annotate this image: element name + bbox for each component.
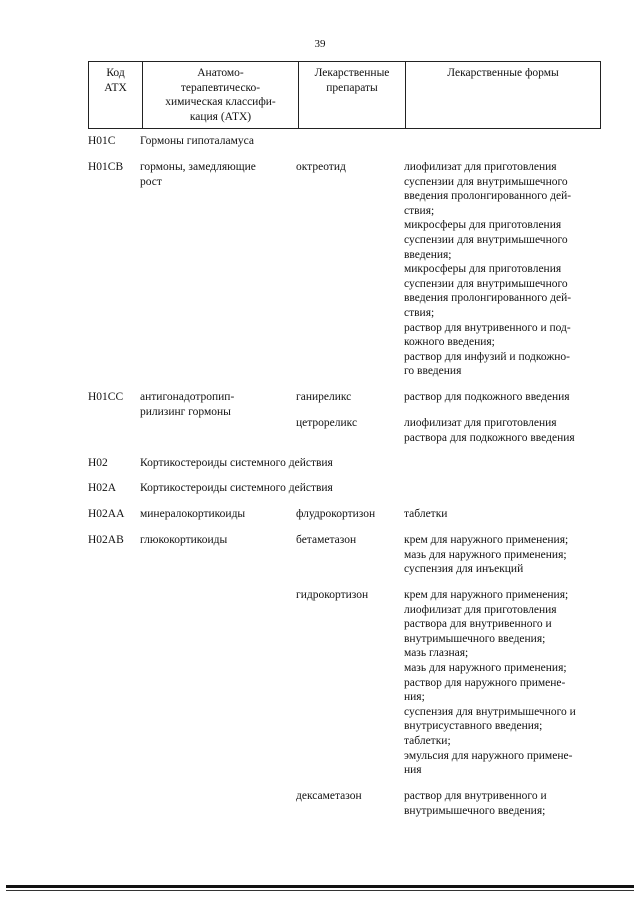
dosage-forms: лиофилизат для приготовления раствора для подкожного введения bbox=[404, 417, 575, 444]
drug-name: цетрореликс bbox=[296, 417, 358, 429]
atx-code: H02A bbox=[88, 482, 117, 494]
drug-name: дексаметазон bbox=[296, 790, 362, 802]
drug-name: флудрокортизон bbox=[296, 508, 376, 520]
header-code: Код АТХ bbox=[89, 62, 143, 129]
atx-code: H02AB bbox=[88, 534, 124, 546]
header-drugs: Лекарственные препараты bbox=[299, 62, 406, 129]
header-classification: Анатомо- терапевтическо- химическая классифи- кация (АТХ) bbox=[143, 62, 299, 129]
drug-name: ганиреликс bbox=[296, 391, 352, 403]
atx-classification: гормоны, замедляющие рост bbox=[140, 161, 256, 188]
bottom-rule bbox=[6, 885, 634, 888]
drug-name: октреотид bbox=[296, 161, 346, 173]
dosage-forms: крем для наружного применения; мазь для наружного применения; суспензия для инъекций bbox=[404, 534, 569, 576]
atx-code: H01C bbox=[88, 135, 116, 147]
dosage-forms: таблетки bbox=[404, 508, 448, 520]
dosage-forms: лиофилизат для приготовления суспензии для внутримышечного введения пролонгированного дей- ствия; микросферы для приготовления суспензии для внутримышечного введения; микросферы для приготовления суспензии для внутримышечного введения пролонгированного дей- ствия; раствор для внутривенного и под- кожного введения; раствор для инфузий и подкожно- го введения bbox=[404, 161, 572, 378]
atx-code: H02AA bbox=[88, 508, 125, 520]
atx-code: H02 bbox=[88, 457, 108, 469]
dosage-forms: крем для наружного применения; лиофилизат для приготовления раствора для внутривенного и внутримышечного введения; мазь глазная; мазь для наружного применения; раствор для наружного примене- ния; суспензия для внутримышечного и внутрисуставного введения; таблетки; эмульсия для наружного примене- ния bbox=[404, 589, 576, 777]
drug-name: бетаметазон bbox=[296, 534, 357, 546]
header-forms: Лекарственные формы bbox=[406, 62, 601, 129]
atx-code: H01CB bbox=[88, 161, 124, 173]
drug-name: гидрокортизон bbox=[296, 589, 369, 601]
dosage-forms: раствор для подкожного введения bbox=[404, 391, 570, 403]
atx-classification: Кортикостероиды системного действия bbox=[140, 482, 333, 494]
atx-classification: глюкокортикоиды bbox=[140, 534, 228, 546]
table-header bbox=[88, 61, 601, 129]
page-number: 39 bbox=[314, 38, 326, 50]
atx-classification: Гормоны гипоталамуса bbox=[140, 135, 254, 147]
dosage-forms: раствор для внутривенного и внутримышечного введения; bbox=[404, 790, 547, 817]
atx-classification: Кортикостероиды системного действия bbox=[140, 457, 333, 469]
bottom-rule-thin bbox=[6, 890, 634, 891]
atx-classification: антигонадотропип- рилизинг гормоны bbox=[140, 391, 235, 418]
atx-classification: минералокортикоиды bbox=[140, 508, 246, 520]
atx-code: H01CC bbox=[88, 391, 124, 403]
